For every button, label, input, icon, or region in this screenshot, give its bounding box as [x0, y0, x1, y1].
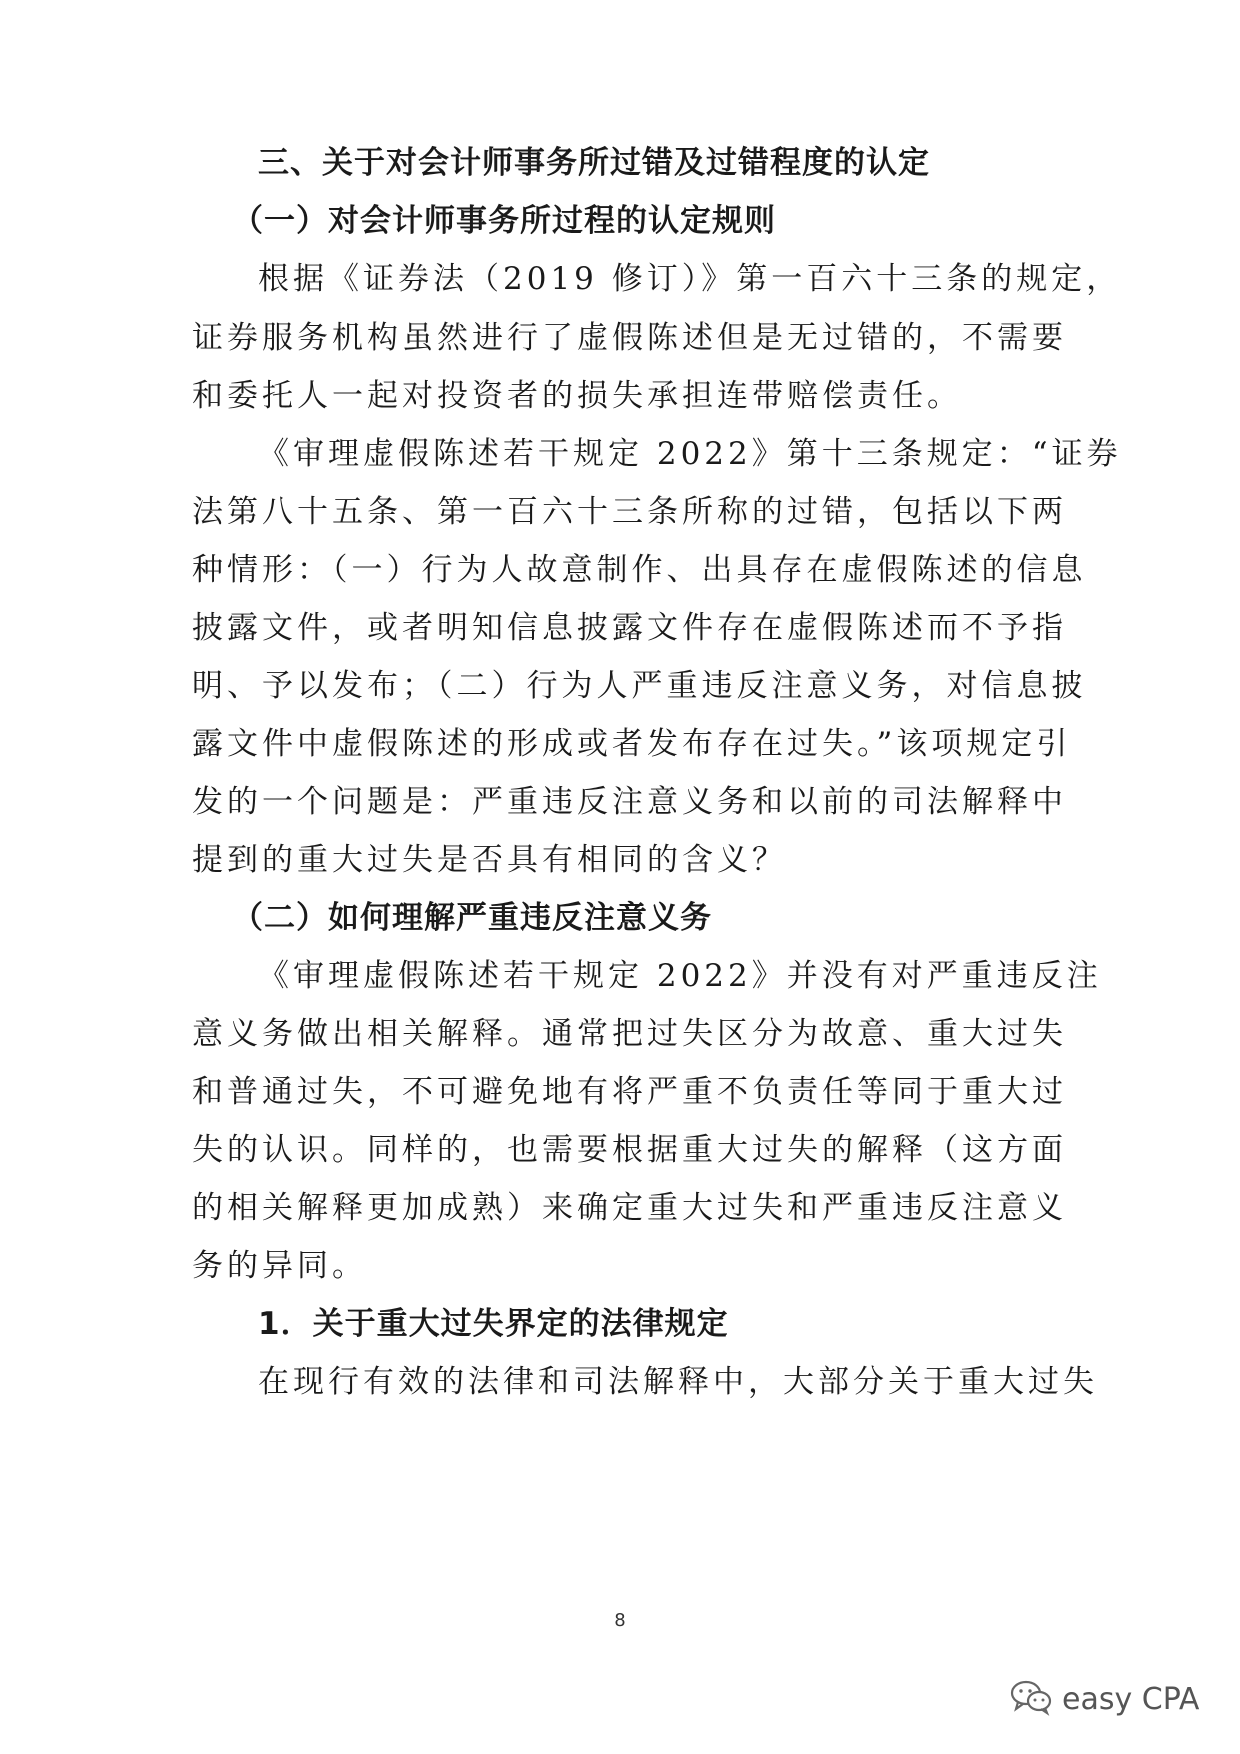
paragraph-line: 意义务做出相关解释。通常把过失区分为故意、重大过失	[192, 1016, 1067, 1052]
paragraph-line: 根据《证券法（2019 修订）》第一百六十三条的规定，	[258, 261, 1122, 297]
wechat-icon	[1010, 1678, 1054, 1720]
paragraph-line: 披露文件，或者明知信息披露文件存在虚假陈述而不予指	[192, 610, 1067, 646]
paragraph-line: 失的认识。同样的，也需要根据重大过失的解释（这方面	[192, 1132, 1067, 1168]
paragraph-line: 明、予以发布；（二）行为人严重违反注意义务，对信息披	[192, 668, 1087, 704]
paragraph-line: 《审理虚假陈述若干规定 2022》第十三条规定：“证券	[258, 436, 1122, 472]
paragraph-line: 发的一个问题是：严重违反注意义务和以前的司法解释中	[192, 784, 1067, 820]
paragraph-line: 证券服务机构虽然进行了虚假陈述但是无过错的，不需要	[192, 320, 1067, 356]
paragraph-line: 种情形：（一）行为人故意制作、出具存在虚假陈述的信息	[192, 552, 1087, 588]
subsection-heading: （二）如何理解严重违反注意义务	[232, 900, 712, 936]
subsection-heading: （一）对会计师事务所过程的认定规则	[232, 203, 776, 239]
watermark	[1010, 1678, 1199, 1720]
section-heading: 三、关于对会计师事务所过错及过错程度的认定	[258, 145, 930, 181]
paragraph-line: 提到的重大过失是否具有相同的含义？	[192, 842, 787, 878]
paragraph-line: 务的异同。	[192, 1248, 367, 1284]
paragraph-line: 法第八十五条、第一百六十三条所称的过错，包括以下两	[192, 494, 1067, 530]
numbered-heading: 1．关于重大过失界定的法律规定	[258, 1306, 729, 1342]
page-number: 8	[614, 1610, 626, 1631]
paragraph-line: 的相关解释更加成熟）来确定重大过失和严重违反注意义	[192, 1190, 1067, 1226]
paragraph-line: 和普通过失，不可避免地有将严重不负责任等同于重大过	[192, 1074, 1067, 1110]
watermark-text: easy CPA	[1062, 1681, 1200, 1717]
paragraph-line: 《审理虚假陈述若干规定 2022》并没有对严重违反注	[258, 958, 1102, 994]
paragraph-line: 在现行有效的法律和司法解释中，大部分关于重大过失	[258, 1364, 1098, 1400]
paragraph-line: 和委托人一起对投资者的损失承担连带赔偿责任。	[192, 378, 962, 414]
paragraph-line: 露文件中虚假陈述的形成或者发布存在过失。”该项规定引	[192, 726, 1072, 762]
